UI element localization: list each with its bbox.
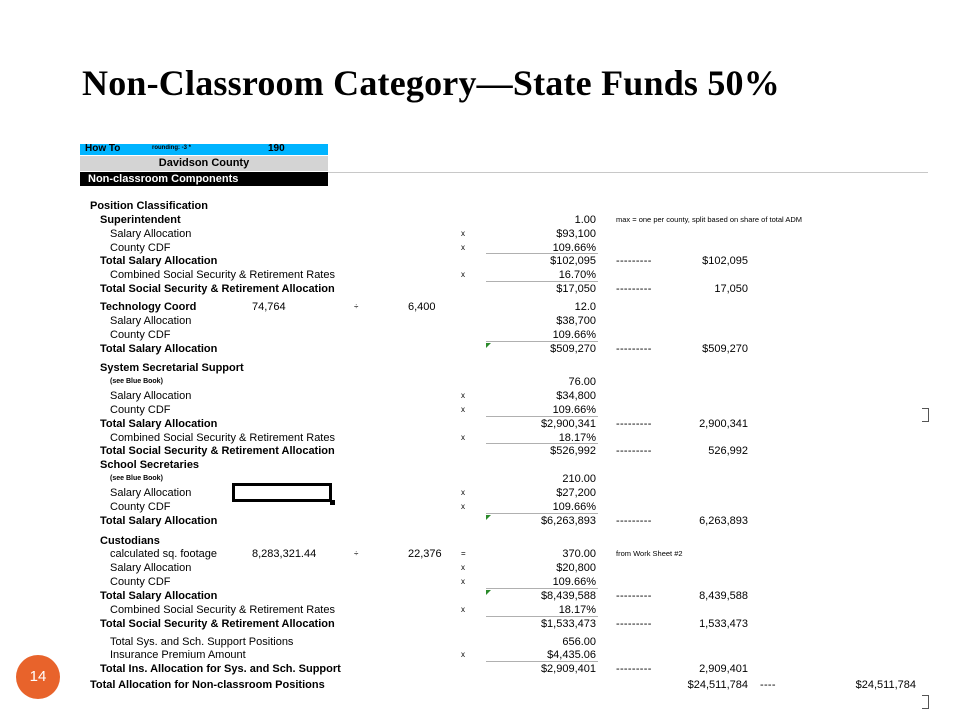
how-to-bar[interactable] — [80, 144, 328, 155]
row-label[interactable]: calculated sq. footage — [110, 548, 218, 561]
table-row — [80, 534, 940, 548]
cell-comment-marker — [486, 343, 491, 348]
dash-leader[interactable]: --------- — [616, 283, 652, 296]
spreadsheet — [80, 144, 940, 720]
operator[interactable]: x — [461, 228, 465, 238]
row-label[interactable]: School Secretaries — [100, 459, 200, 472]
table-row — [80, 589, 940, 603]
amount-cell[interactable]: 76.00 — [568, 376, 596, 389]
row-label[interactable]: Salary Allocation — [110, 314, 192, 327]
amount-cell[interactable]: 16.70% — [558, 269, 596, 282]
scroll-edge-icon — [922, 408, 929, 422]
row-label[interactable]: Total Allocation for Non-classroom Positions — [90, 679, 325, 692]
row-label[interactable]: Total Ins. Allocation for Sys. and Sch. Support — [100, 663, 341, 676]
table-row — [80, 389, 940, 403]
total-cell[interactable]: 6,263,893 — [699, 514, 748, 527]
amount-cell[interactable]: $2,909,401 — [540, 663, 596, 676]
cell-border — [486, 588, 598, 589]
amount-cell[interactable]: $34,800 — [556, 390, 596, 403]
table-row — [80, 678, 940, 692]
cell-border — [486, 616, 598, 617]
table-row — [80, 361, 940, 375]
how-to-value[interactable]: 190 — [268, 143, 285, 154]
table-row — [80, 375, 940, 389]
operator[interactable]: x — [461, 404, 465, 414]
amount-cell[interactable]: 656.00 — [562, 635, 596, 648]
amount-cell[interactable]: $93,100 — [556, 227, 596, 240]
table-row — [80, 514, 940, 528]
total-cell[interactable]: $102,095 — [702, 255, 748, 268]
amount-cell[interactable]: 1.00 — [574, 213, 596, 226]
amount-cell[interactable]: $509,270 — [550, 342, 596, 355]
operator[interactable]: x — [461, 501, 465, 511]
dash-leader[interactable]: --------- — [616, 514, 652, 527]
row-label[interactable]: Total Social Security & Retirement Allocation — [100, 445, 335, 458]
amount-cell[interactable]: 12.0 — [574, 300, 596, 313]
row-label[interactable]: County CDF — [110, 403, 171, 416]
row-label[interactable]: Total Salary Allocation — [100, 589, 218, 602]
row-label[interactable]: (see Blue Book) — [110, 378, 163, 386]
row-label[interactable]: Superintendent — [100, 213, 181, 226]
table-row — [80, 444, 940, 458]
row-label[interactable]: Combined Social Security & Retirement Rates — [110, 431, 335, 444]
dash-leader[interactable]: --------- — [616, 445, 652, 458]
total-cell[interactable]: 526,992 — [708, 445, 748, 458]
operator[interactable]: x — [461, 242, 465, 252]
row-label[interactable]: County CDF — [110, 328, 171, 341]
row-label[interactable]: County CDF — [110, 241, 171, 254]
amount-cell[interactable]: 18.17% — [558, 431, 596, 444]
dash-leader[interactable]: --------- — [616, 617, 652, 630]
cell-border — [486, 341, 598, 342]
rounding-label: rounding: -3 * — [152, 145, 191, 151]
operator[interactable]: x — [461, 488, 465, 497]
amount-cell[interactable]: $20,800 — [556, 562, 596, 575]
total-cell[interactable]: 17,050 — [714, 283, 748, 296]
row-label[interactable]: County CDF — [110, 576, 171, 589]
dash-leader[interactable]: --------- — [616, 255, 652, 268]
row-label[interactable]: Salary Allocation — [110, 227, 192, 240]
amount-cell[interactable]: $4,435.06 — [547, 649, 596, 662]
total-cell[interactable]: 8,439,588 — [699, 589, 748, 602]
table-row — [80, 300, 940, 314]
operator[interactable]: = — [461, 549, 466, 559]
dash-leader[interactable]: --------- — [616, 342, 652, 355]
operator[interactable]: ÷ — [354, 549, 359, 559]
row-label[interactable]: Combined Social Security & Retirement Rates — [110, 603, 335, 616]
amount-cell[interactable]: $102,095 — [550, 255, 596, 268]
total-cell[interactable]: 2,909,401 — [699, 663, 748, 676]
operator[interactable]: x — [461, 650, 465, 660]
table-row — [80, 282, 940, 296]
amount-cell[interactable]: 109.66% — [552, 576, 596, 589]
total-cell[interactable]: 1,533,473 — [699, 617, 748, 630]
amount-cell[interactable]: 109.66% — [552, 500, 596, 513]
dash-leader[interactable]: --------- — [616, 417, 652, 430]
amount-cell[interactable]: $526,992 — [550, 445, 596, 458]
input-value[interactable]: 74,764 — [252, 300, 286, 313]
dash-leader[interactable]: ---- — [760, 679, 776, 692]
table-row — [80, 254, 940, 268]
operator[interactable]: x — [461, 604, 465, 614]
amount-cell[interactable]: $6,263,893 — [540, 514, 596, 527]
row-label[interactable]: Salary Allocation — [110, 487, 192, 499]
components-header: Non-classroom Components — [80, 172, 328, 186]
total-cell[interactable]: $509,270 — [702, 342, 748, 355]
table-row — [80, 662, 940, 676]
cell-border — [486, 281, 598, 282]
operator[interactable]: x — [461, 270, 465, 280]
table-row — [80, 199, 940, 213]
row-label[interactable]: Total Salary Allocation — [100, 342, 218, 355]
table-row — [80, 635, 940, 649]
table-row — [80, 547, 940, 561]
cell-border — [486, 513, 598, 514]
cell-border — [486, 443, 598, 444]
page-number-badge: 14 — [16, 655, 60, 699]
amount-cell[interactable]: $8,439,588 — [540, 589, 596, 602]
note-text[interactable]: max = one per county, split based on share of total ADM — [616, 214, 803, 224]
operator[interactable]: ÷ — [354, 301, 359, 311]
amount-cell[interactable]: $27,200 — [556, 487, 596, 499]
table-row — [80, 458, 940, 472]
operator[interactable]: x — [461, 577, 465, 587]
row-label[interactable]: Total Sys. and Sch. Support Positions — [110, 635, 294, 648]
row-label[interactable]: Combined Social Security & Retirement Rates — [110, 269, 335, 282]
row-label[interactable]: Salary Allocation — [110, 390, 192, 403]
row-label[interactable]: Insurance Premium Amount — [110, 649, 246, 662]
scroll-edge-icon — [922, 695, 929, 709]
table-row — [80, 617, 940, 631]
operator[interactable]: x — [461, 391, 465, 401]
row-label[interactable]: County CDF — [110, 500, 171, 513]
row-label[interactable]: Total Salary Allocation — [100, 514, 218, 527]
cell-comment-marker — [486, 590, 491, 595]
amount-cell[interactable]: 370.00 — [562, 548, 596, 561]
row-label[interactable]: Technology Coord — [100, 300, 197, 313]
table-row — [80, 417, 940, 431]
table-row — [80, 472, 940, 486]
input-value[interactable]: 8,283,321.44 — [252, 548, 317, 561]
table-row — [80, 342, 940, 356]
dash-leader[interactable]: --------- — [616, 589, 652, 602]
cell-border — [486, 416, 598, 417]
table-row — [80, 314, 940, 328]
row-label[interactable]: Custodians — [100, 534, 160, 547]
row-label[interactable]: Total Social Security & Retirement Allocation — [100, 617, 335, 630]
cell-border — [486, 661, 598, 662]
total-cell[interactable]: $24,511,784 — [687, 679, 748, 692]
row-label[interactable]: Total Social Security & Retirement Allocation — [100, 283, 335, 296]
selected-cell[interactable] — [232, 483, 332, 502]
cell-comment-marker — [486, 515, 491, 520]
amount-cell[interactable]: 109.66% — [552, 328, 596, 341]
table-row — [80, 486, 940, 500]
amount-cell[interactable]: $17,050 — [556, 283, 596, 296]
amount-cell[interactable]: 109.66% — [552, 403, 596, 416]
cell-border — [486, 253, 598, 254]
operator[interactable]: x — [461, 563, 465, 573]
divisor-value[interactable]: 6,400 — [408, 300, 436, 313]
slide-title: Non-Classroom Category—State Funds 50% — [82, 63, 780, 103]
note-text[interactable]: from Work Sheet #2 — [616, 549, 683, 559]
dash-leader[interactable]: --------- — [616, 663, 652, 676]
grand-total-cell[interactable]: $24,511,784 — [855, 679, 916, 692]
table-row — [80, 227, 940, 241]
row-label[interactable]: Total Salary Allocation — [100, 255, 218, 268]
amount-cell[interactable]: $2,900,341 — [540, 417, 596, 430]
divisor-value[interactable]: 22,376 — [408, 548, 442, 561]
amount-cell[interactable]: $38,700 — [556, 314, 596, 327]
row-label[interactable]: Total Salary Allocation — [100, 417, 218, 430]
amount-cell[interactable]: 109.66% — [552, 241, 596, 254]
how-to-label[interactable]: How To — [85, 143, 121, 154]
table-row — [80, 561, 940, 575]
amount-cell[interactable]: 18.17% — [558, 603, 596, 616]
row-label[interactable]: Salary Allocation — [110, 562, 192, 575]
row-label[interactable]: Position Classification — [90, 200, 208, 212]
amount-cell[interactable]: $1,533,473 — [540, 617, 596, 630]
operator[interactable]: x — [461, 432, 465, 442]
row-label[interactable]: System Secretarial Support — [100, 362, 244, 375]
row-label[interactable]: (see Blue Book) — [110, 475, 163, 483]
total-cell[interactable]: 2,900,341 — [699, 417, 748, 430]
amount-cell[interactable]: 210.00 — [562, 473, 596, 486]
table-row — [80, 213, 940, 227]
county-name: Davidson County — [80, 156, 328, 171]
